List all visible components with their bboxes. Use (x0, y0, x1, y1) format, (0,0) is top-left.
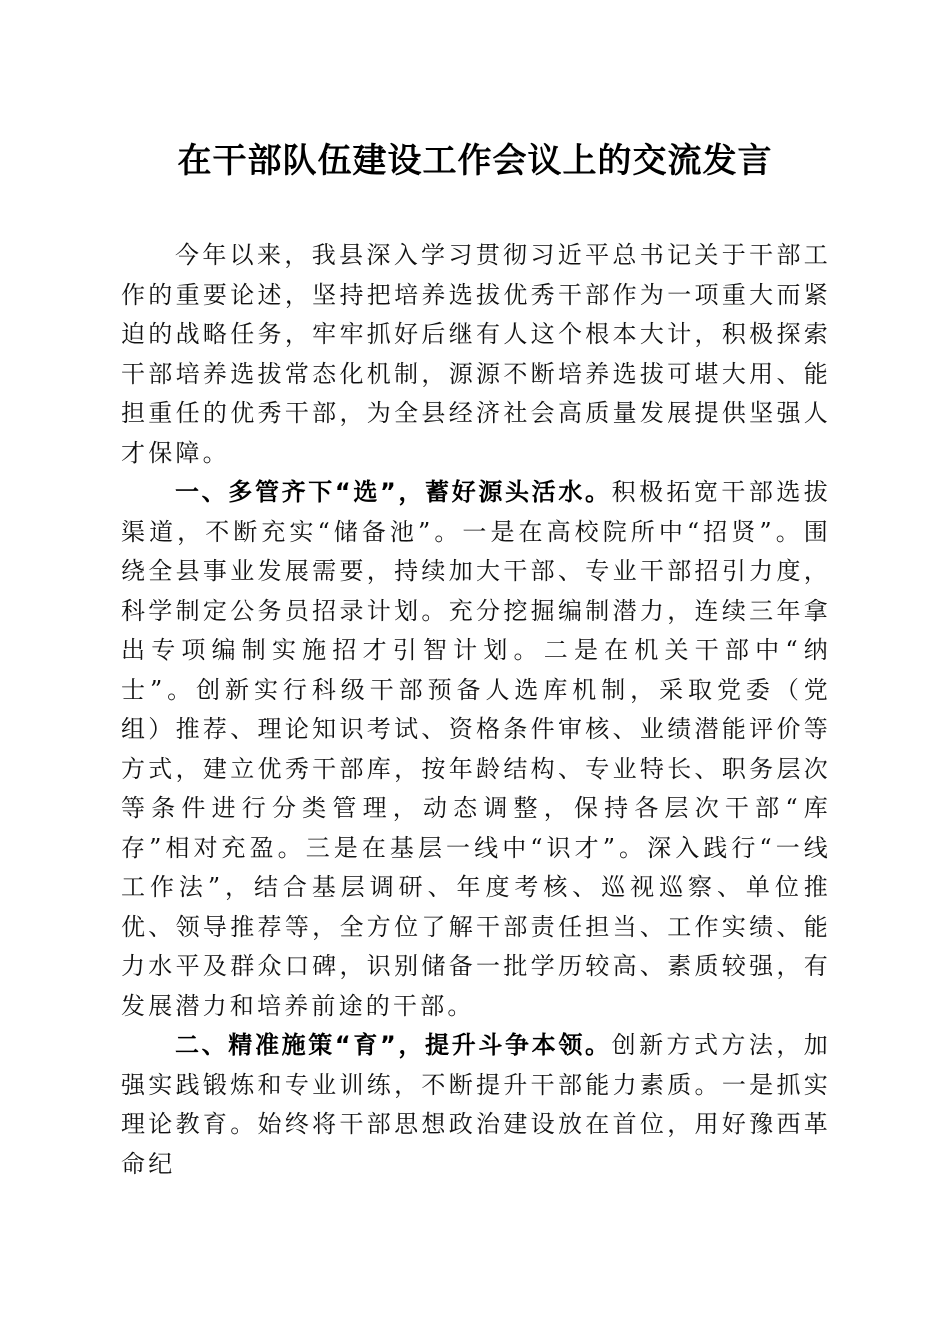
document-body (121, 236, 831, 1184)
section-1-heading: 一、多管齐下“选”，蓄好源头活水。 (175, 478, 612, 506)
paragraph-intro (121, 236, 831, 473)
document-title: 在干部队伍建设工作会议上的交流发言 (177, 141, 773, 181)
section-2-heading: 二、精准施策“育”，提升斗争本领。 (175, 1031, 612, 1059)
paragraph-text: 创新方式方法，加强实践锻炼和专业训练，不断提升干部能力素质。一是抓实理论教育。始终将干部思想政治建设放在首位，用好豫西革命纪 (121, 1031, 831, 1178)
paragraph-section-2 (121, 1026, 831, 1184)
paragraph-text: 积极拓宽干部选拔渠道，不断充实“储备池”。一是在高校院所中“招贤”。围绕全县事业发展需要，持续加大干部、专业干部招引力度，科学制定公务员招录计划。充分挖掘编制潜力，连续三年拿出专项编制实施招才引智计划。二是在机关干部中“纳士”。创新实行科级干部预备人选库机制，采取党委（党组）推荐、理论知识考试、资格条件审核、业绩潜能评价等方式，建立优秀干部库，按年龄结构、专业特长、职务层次等条件进行分类管理，动态调整，保持各层次干部“库存”相对充盈。三是在基层一线中“识才”。深入践行“一线工作法”，结合基层调研、年度考核、巡视巡察、单位推优、领导推荐等，全方位了解干部责任担当、工作实绩、能力水平及群众口碑，识别储备一批学历较高、素质较强，有发展潜力和培养前途的干部。 (121, 478, 831, 1020)
paragraph-text: 今年以来，我县深入学习贯彻习近平总书记关于干部工作的重要论述，坚持把培养选拔优秀干部作为一项重大而紧迫的战略任务，牢牢抓好后继有人这个根本大计，积极探索干部培养选拔常态化机制，源源不断培养选拔可堪大用、能担重任的优秀干部，为全县经济社会高质量发展提供坚强人才保障。 (121, 241, 831, 467)
paragraph-section-1 (121, 473, 831, 1026)
